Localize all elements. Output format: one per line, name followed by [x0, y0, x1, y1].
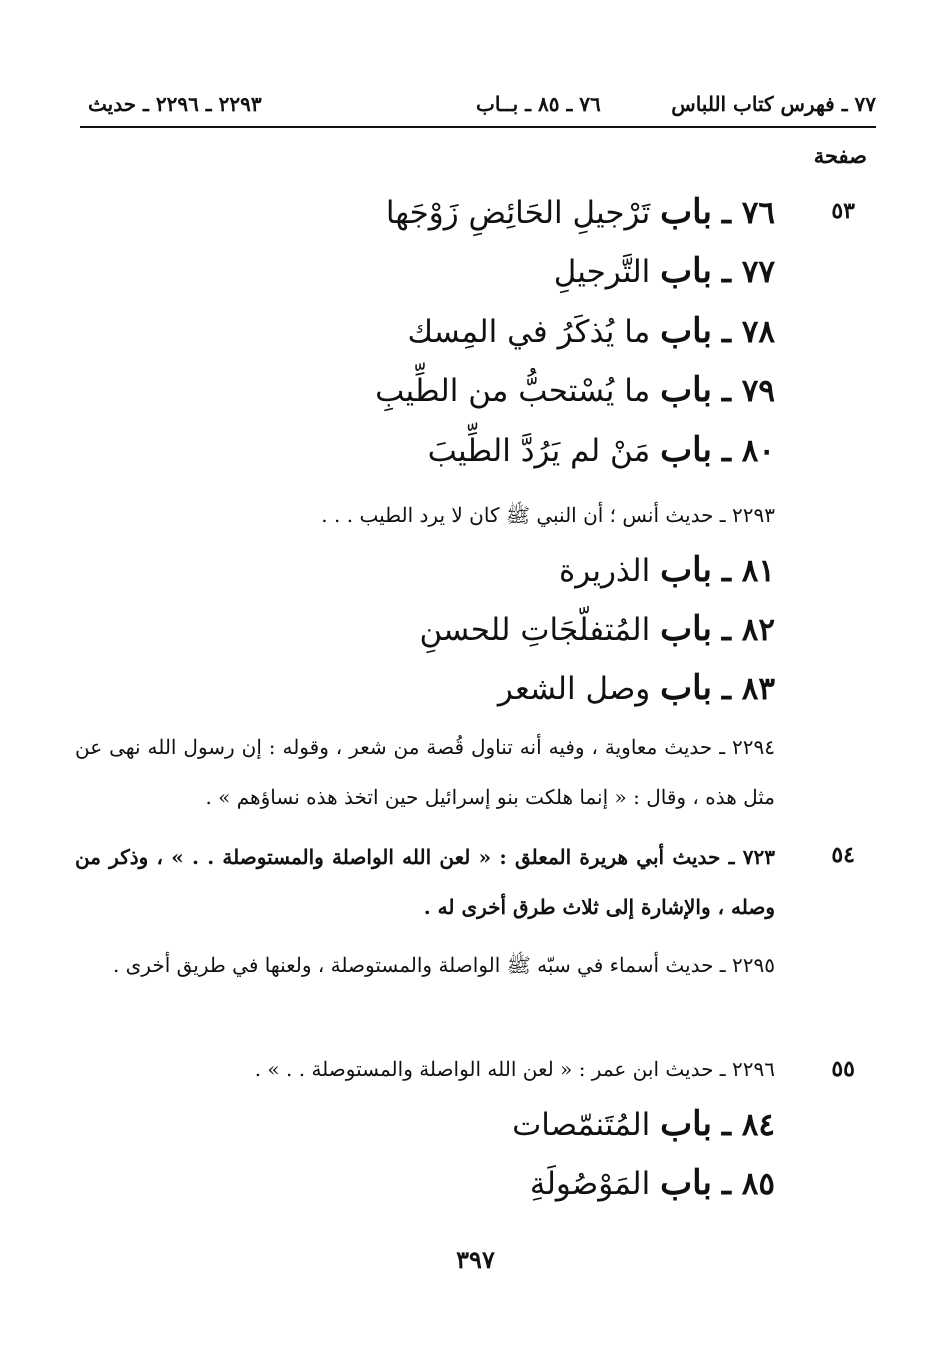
header-chapter-range: ٧٦ ـ ٨٥ ـ بــاب	[476, 92, 601, 116]
chapter-entry	[75, 1163, 775, 1204]
chapter-number: ٧٨ ـ	[721, 314, 775, 350]
chapter-entry	[75, 192, 775, 233]
chapter-word: باب	[660, 370, 712, 410]
chapter-title: ما يُذكَرُ في المِسك	[407, 314, 651, 350]
chapter-number: ٧٧ ـ	[721, 254, 775, 290]
chapter-number: ٨٢ ـ	[721, 612, 775, 648]
chapter-number: ٨٣ ـ	[721, 671, 775, 707]
chapter-title: تَرْجيلِ الحَائِضِ زَوْجَها	[385, 195, 651, 231]
chapter-title: المُتَنمّصات	[512, 1107, 651, 1143]
chapter-number: ٧٩ ـ	[721, 373, 775, 409]
hadith-paragraph: ٧٢٣ ـ حديث أبي هريرة المعلق : « لعن الله الواصلة والمستوصلة . . » ، وذكر من وصله ، والإشارة إلى ثلاث طرق أخرى له .	[75, 845, 775, 919]
chapter-entry	[75, 609, 775, 650]
hadith-paragraph: ٢٢٩٦ ـ حديث ابن عمر : « لعن الله الواصلة والمستوصلة . . » .	[254, 1057, 775, 1081]
chapter-word: باب	[660, 550, 712, 590]
entry-page-number: ٥٣	[831, 198, 855, 224]
hadith-paragraph: ٢٢٩٥ ـ حديث أسماء في سبّه ﷺ الواصلة والمستوصلة ، ولعنها في طريق أخرى .	[112, 953, 775, 977]
entry-page-number: ٥٥	[831, 1056, 855, 1082]
chapter-word: باب	[660, 609, 712, 649]
chapter-title: ما يُسْتحبُّ من الطِّيبِ	[375, 373, 651, 409]
chapter-word: باب	[660, 1104, 712, 1144]
chapter-entry	[75, 550, 775, 591]
chapter-entry	[75, 311, 775, 352]
chapter-title: المُتفلّجَاتِ للحسنِ	[419, 612, 651, 648]
chapter-number: ٨١ ـ	[721, 553, 775, 589]
chapter-word: باب	[660, 1163, 712, 1203]
chapter-word: باب	[660, 311, 712, 351]
chapter-number: ٨٥ ـ	[721, 1166, 775, 1202]
chapter-word: باب	[660, 192, 712, 232]
chapter-title: وصل الشعر	[497, 671, 651, 707]
chapter-entry	[75, 668, 775, 709]
page-folio-number: ٣٩٧	[456, 1245, 495, 1274]
header-book-title: ٧٧ ـ فهرس كتاب اللباس	[671, 92, 876, 116]
chapter-number: ٧٦ ـ	[721, 195, 775, 231]
hadith-entry: ٢٢٩٣ ـ حديث أنس ؛ أن النبي ﷺ كان لا يرد الطيب . . .	[321, 503, 775, 527]
entry-page-number: ٥٤	[831, 842, 855, 868]
chapter-entry	[75, 370, 775, 411]
chapter-title: المَوْصُولَةِ	[529, 1166, 651, 1202]
chapter-number: ٨٠ ـ	[721, 433, 775, 469]
running-header	[80, 86, 876, 128]
chapter-word: باب	[660, 251, 712, 291]
chapter-entry	[75, 430, 775, 471]
chapter-number: ٨٤ ـ	[721, 1107, 775, 1143]
chapter-entry	[75, 1104, 775, 1145]
chapter-word: باب	[660, 668, 712, 708]
page-column-label: صفحة	[813, 143, 867, 168]
chapter-title: مَنْ لم يَرُدَّ الطِّيبَ	[427, 433, 651, 469]
chapter-title: التَّرجيلِ	[553, 254, 651, 290]
chapter-word: باب	[660, 430, 712, 470]
chapter-entry	[75, 251, 775, 292]
header-hadith-range: ٢٢٩٣ ـ ٢٢٩٦ ـ حديث	[88, 92, 262, 116]
chapter-title: الذريرة	[558, 553, 651, 589]
hadith-paragraph: ٢٢٩٤ ـ حديث معاوية ، وفيه أنه تناول قُصة من شعر ، وقوله : إن رسول الله نهى عن مثل هذه ، وقال : « إنما هلكت بنو إسرائيل حين اتخذ هذه نساؤهم » .	[75, 735, 775, 809]
